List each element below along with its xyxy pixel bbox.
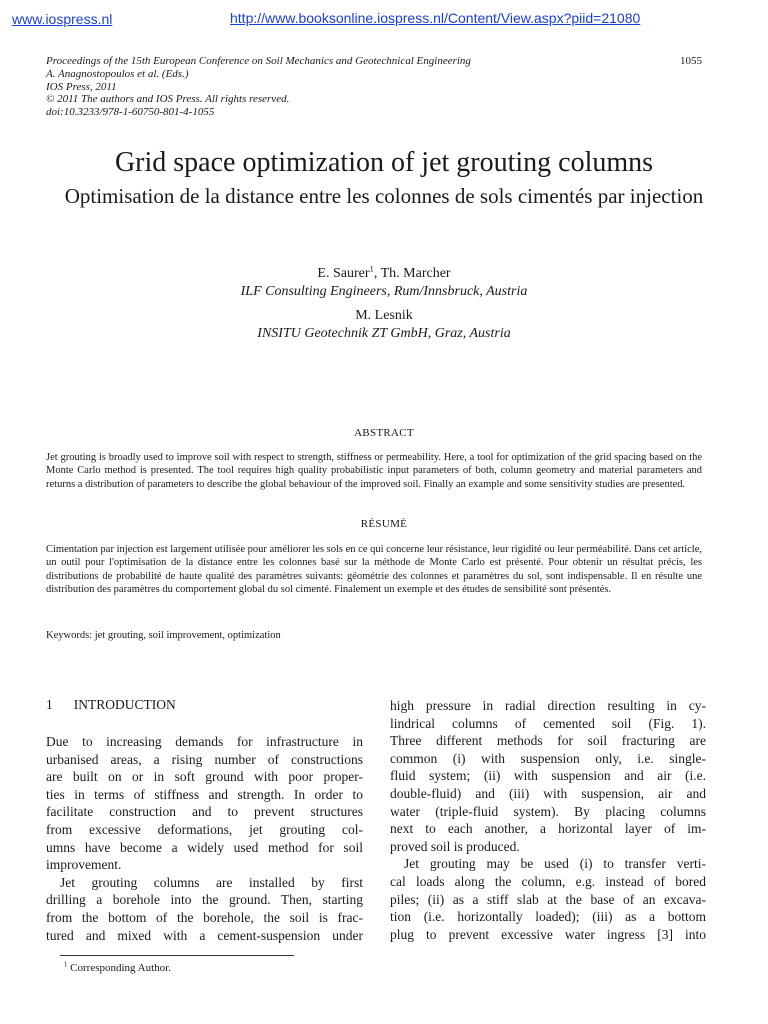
text-line: Jet grouting may be used (i) to transfer verti- (404, 856, 706, 872)
paper-title: Grid space optimization of jet grouting columns (114, 147, 654, 178)
affiliation-2: INSITU Geotechnik ZT GmbH, Graz, Austria (257, 326, 511, 341)
text-line: high pressure in radial direction resulting in cy- (390, 698, 706, 713)
header-line: IOS Press, 2011 (46, 80, 117, 93)
text-line: urbanised areas, a rising number of constructions (46, 751, 363, 767)
footnote-marker: 1 (64, 961, 68, 969)
author-line-2: M. Lesnik (355, 308, 413, 323)
article-url-link[interactable]: http://www.booksonline.iospress.nl/Content/View.aspx?piid=21080 (230, 10, 641, 26)
header-line: doi:10.3233/978-1-60750-801-4-1055 (46, 106, 215, 119)
text-line: ties in terms of stiffness and strength. In order to (46, 786, 363, 802)
text-line: double-fluid) and (iii) with suspension, air and (390, 785, 706, 801)
author-names: E. Saurer (317, 266, 370, 281)
author-names-rest: , Th. Marcher (373, 266, 451, 281)
text-line: are built on or in soft ground with poor proper- (46, 769, 363, 785)
affiliation-1: ILF Consulting Engineers, Rum/Innsbruck, Austria (240, 284, 528, 299)
header-line: A. Anagnostopoulos et al. (Eds.) (46, 67, 189, 80)
text-line: water (triple-fluid system). By placing columns (390, 803, 706, 819)
section-heading (46, 697, 176, 713)
intro-right-column (390, 697, 706, 943)
text-line: umns have become a widely used method for soil (46, 839, 363, 855)
text-line: Due to increasing demands for infrastructure in (46, 734, 363, 749)
text-line: Three different methods for soil fracturing are (390, 733, 706, 749)
text-line: fluid system; (ii) with suspension and air (i.e. (390, 768, 706, 784)
text-line: proved soil is produced. (390, 838, 520, 854)
text-line: lindrical columns of cemented soil (Fig. 1). (390, 715, 706, 731)
text-line: from excessive deformations, jet grouting col- (46, 821, 363, 837)
footnote (64, 962, 171, 974)
text-line: from the bottom of the borehole, the soil is frac- (46, 909, 363, 925)
resume-heading: RÉSUMÉ (360, 518, 408, 530)
text-line: tion (i.e. horizontally loaded); (iii) as a bottom (390, 909, 706, 925)
header-line: Proceedings of the 15th European Conference on Soil Mechanics and Geotechnical Engineering (46, 55, 471, 67)
text-line: drilling a borehole into the ground. Then, starting (46, 892, 363, 908)
footnote-rule (60, 955, 294, 956)
section-title: INTRODUCTION (73, 697, 176, 712)
text-line: common (i) with suspension only, i.e. single- (390, 750, 706, 766)
resume-text: Cimentation par injection est largement utilisée pour améliorer les sols en ce qui concerne leur résistance, leur rigidité ou leur perméabilité. Dans cet article, un outil pour l'optimisation de la distance entre les colonnes basé sur la méthode de Monte Carlo est présenté. Pour obtenir un résultat précis, les distributions de probabilité de haute qualité des paramètres suivants: géométrie des colonnes et paramètres du sol, sont indispensable. Il en résulte une distribution des paramètres du comportement global du sol cimenté. Finalement un exemple et des études de sensibilité sont présentés. (46, 544, 702, 595)
keywords: Keywords: jet grouting, soil improvement, optimization (46, 630, 281, 641)
text-line: next to each another, a horizontal layer of im- (390, 821, 706, 837)
author-line-1 (0, 265, 768, 283)
section-number: 1 (46, 697, 53, 712)
text-line: cal loads along the column, e.g. instead of bored (390, 873, 706, 889)
text-line: Jet grouting columns are installed by first (60, 874, 363, 890)
abstract-text: Jet grouting is broadly used to improve soil with respect to strength, stiffness or permeability. Here, a tool for optimization of the grid spacing based on the Monte Carlo method is presented. The tool requires high quality probabilistic input parameters of both, column geometry and material parameters and returns a distribution of parameters to describe the global behaviour of the improved soil. Finally an example and some sensitivity studies are presented. (46, 452, 702, 490)
header-line: © 2011 The authors and IOS Press. All rights reserved. (46, 93, 290, 106)
text-line: tured and mixed with a cement-suspension under (46, 927, 363, 943)
footnote-text: Corresponding Author. (70, 962, 171, 974)
site-link[interactable]: www.iospress.nl (12, 11, 113, 27)
proceedings-header (46, 55, 566, 119)
text-line: facilitate construction and to prevent structures (46, 804, 363, 820)
text-line: piles; (ii) as a stiff slab at the base of an excava- (390, 891, 706, 907)
page-number: 1055 (680, 55, 702, 67)
text-line: improvement. (46, 857, 122, 873)
paper-subtitle: Optimisation de la distance entre les colonnes de sols cimentés par injection (64, 184, 704, 208)
text-line: plug to prevent excessive water ingress [3] into (390, 926, 706, 942)
intro-left-column (46, 733, 363, 944)
abstract-heading: ABSTRACT (354, 427, 414, 439)
footnote-marker: 1 (369, 263, 374, 274)
